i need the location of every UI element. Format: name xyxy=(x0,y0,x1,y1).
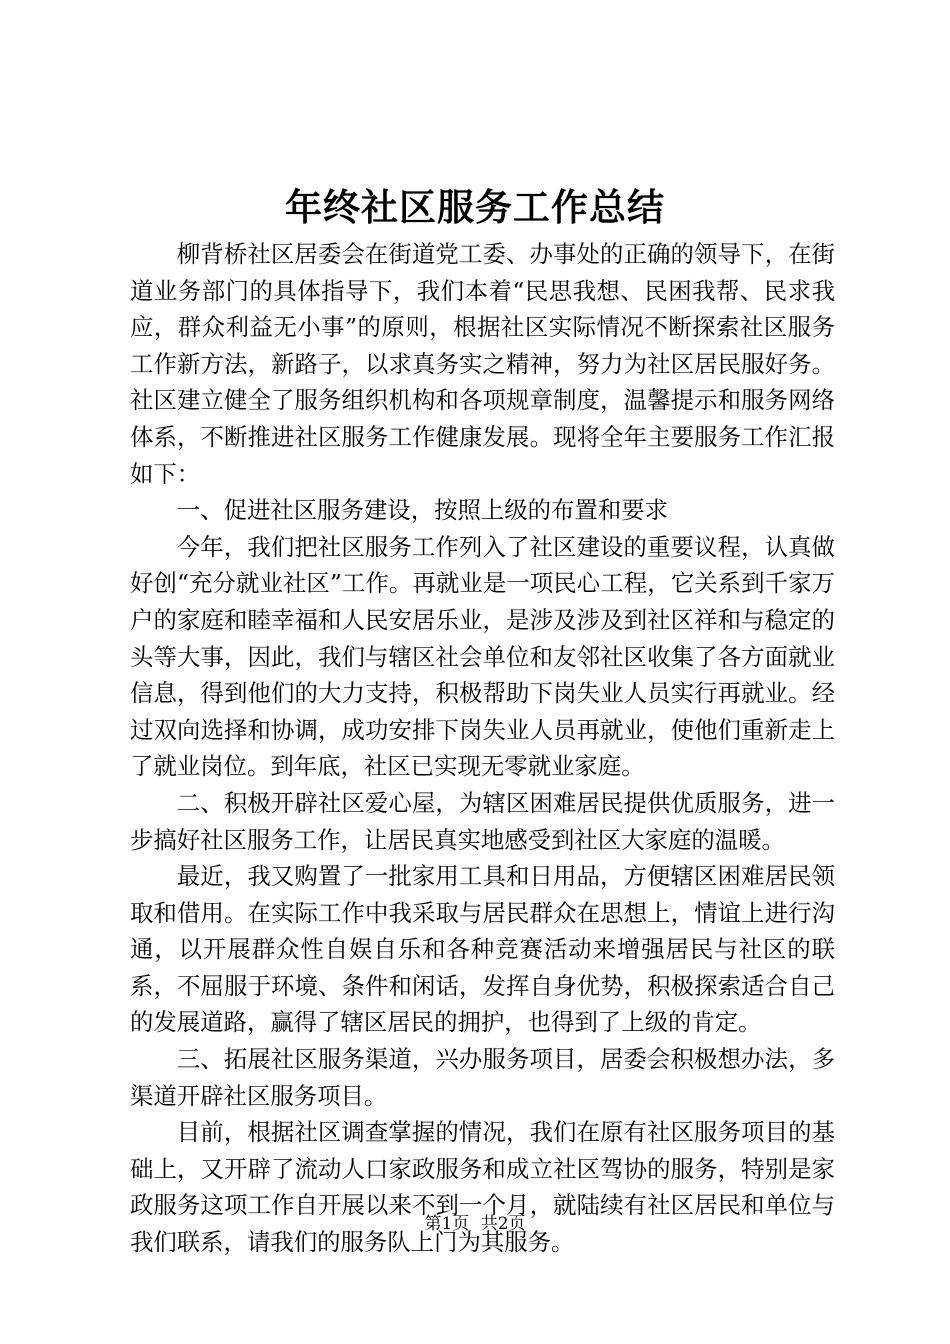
section-heading-3: 三、拓展社区服务渠道，兴办服务项目，居委会积极想办法，多渠道开辟社区服务项目。 xyxy=(130,1045,835,1110)
document-body xyxy=(130,236,835,1261)
paragraph-service-projects: 目前，根据社区调查掌握的情况，我们在原有社区服务项目的基础上，又开辟了流动人口家政服务和成立社区驾协的服务，特别是家政服务这项工作自开展以来不到一个月，就陆续有社区居民和单位与我们联系，请我们的服务队上门为其服务。 xyxy=(130,1118,835,1257)
paragraph-intro: 柳背桥社区居委会在街道党工委、办事处的正确的领导下，在街道业务部门的具体指导下，我们本着“民思我想、民困我帮、民求我应，群众利益无小事”的原则，根据社区实际情况不断探索社区服务工作新方法，新路子，以求真务实之精神，努力为社区居民服好务。社区建立健全了服务组织机构和各项规章制度，温馨提示和服务网络体系，不断推进社区服务工作健康发展。现将全年主要服务工作汇报如下： xyxy=(130,240,835,488)
section-heading-2: 二、积极开辟社区爱心屋，为辖区困难居民提供优质服务，进一步搞好社区服务工作，让居民真实地感受到社区大家庭的温暖。 xyxy=(130,788,835,854)
paragraph-love-house: 最近，我又购置了一批家用工具和日用品，方便辖区困难居民领取和借用。在实际工作中我采取与居民群众在思想上，情谊上进行沟通，以开展群众性自娱自乐和各种竞赛活动来增强居民与社区的联系，不屈服于环境、条件和闲话，发挥自身优势，积极探索适合自己的发展道路，赢得了辖区居民的拥护，也得到了上级的肯定。 xyxy=(130,862,835,1037)
section-heading-1: 一、促进社区服务建设，按照上级的布置和要求 xyxy=(176,496,668,525)
document-title: 年终社区服务工作总结 xyxy=(285,186,665,229)
paragraph-employment: 今年，我们把社区服务工作列入了社区建设的重要议程，认真做好创“充分就业社区”工作。再就业是一项民心工程，它关系到千家万户的家庭和睦幸福和人民安居乐业，是涉及涉及到社区祥和与稳定的头等大事，因此，我们与辖区社会单位和友邻社区收集了各方面就业信息，得到他们的大力支持，积极帮助下岗失业人员实行再就业。经过双向选择和协调，成功安排下岗失业人员再就业，使他们重新走上了就业岗位。到年底，社区已实现无零就业家庭。 xyxy=(130,532,835,781)
page-number-footer: 第1页 共2页 xyxy=(424,1214,526,1234)
